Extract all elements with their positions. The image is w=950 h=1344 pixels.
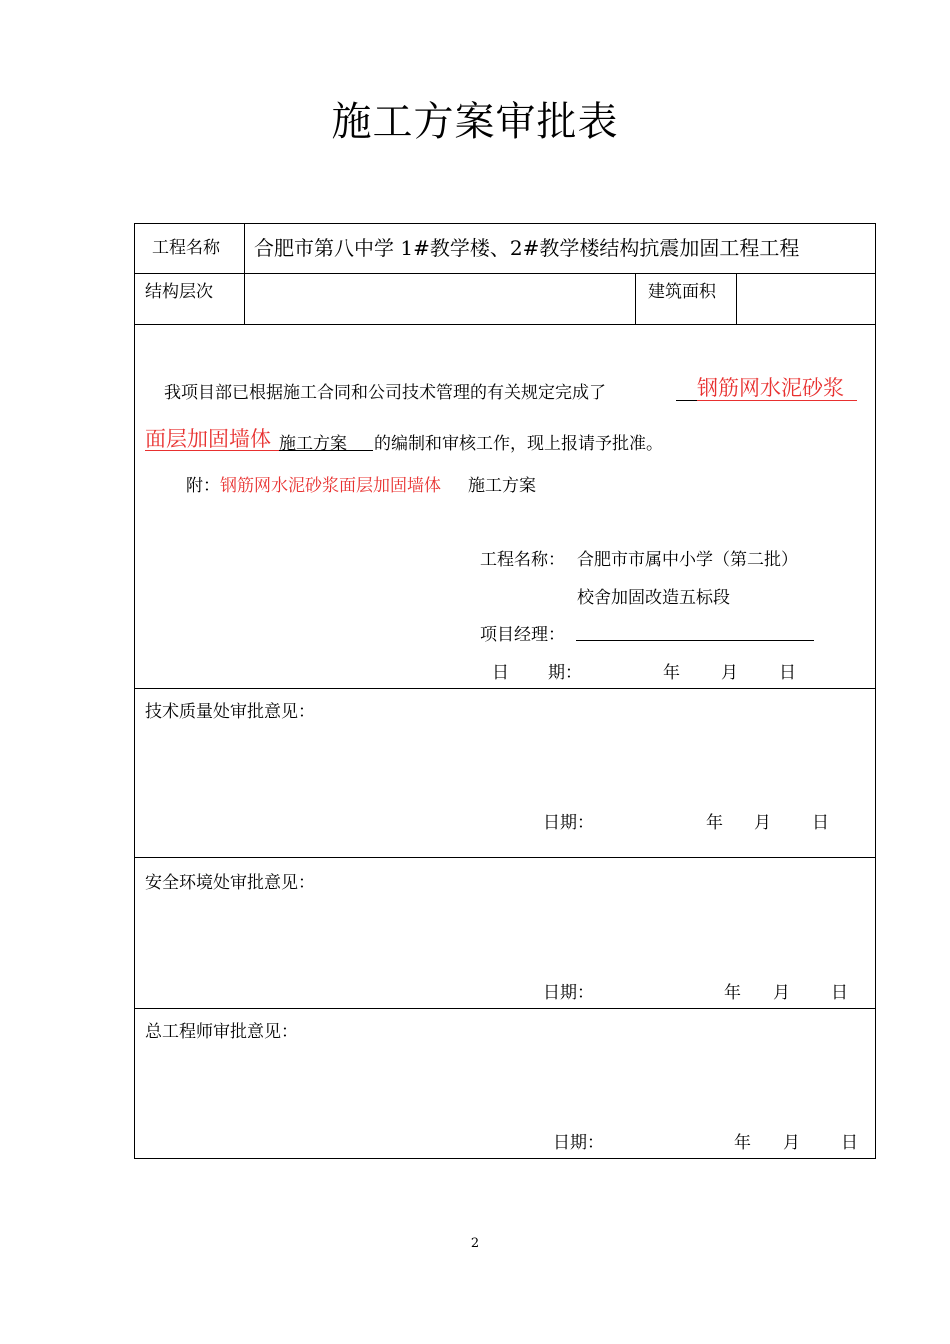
- column-divider: [736, 273, 737, 324]
- building-area-label: 建筑面积: [648, 282, 716, 302]
- page-number: 2: [470, 1236, 480, 1251]
- row-divider: [134, 324, 876, 325]
- building-area-field[interactable]: [738, 275, 874, 323]
- safety-env-month: 月: [773, 983, 790, 1003]
- page-title: 施工方案审批表: [331, 99, 619, 145]
- date-month-label: 月: [721, 663, 738, 683]
- tech-quality-approval-label: 技术质量处审批意见：: [145, 702, 315, 722]
- project-manager-signature-line[interactable]: [576, 640, 814, 641]
- tech-quality-month: 月: [754, 813, 771, 833]
- chief-engineer-approval-label: 总工程师审批意见：: [145, 1022, 298, 1042]
- outro-text: 的编制和审核工作，现上报请予批准。: [374, 434, 663, 454]
- row-divider: [134, 688, 876, 689]
- sign-project-line2: 校舍加固改造五标段: [577, 588, 730, 608]
- plan-name-underline: [697, 400, 857, 401]
- chief-engineer-year: 年: [734, 1133, 751, 1153]
- row-divider: [134, 857, 876, 858]
- project-name-label: 工程名称: [152, 238, 220, 258]
- attachment-prefix: 附：: [186, 476, 220, 496]
- tech-quality-day: 日: [812, 813, 829, 833]
- date-year-label: 年: [663, 663, 680, 683]
- column-divider: [244, 223, 245, 324]
- attachment-plan-suffix: 施工方案: [468, 476, 536, 496]
- plan-suffix-underline: [279, 450, 373, 451]
- plan-name-part2: 面层加固墙体: [145, 427, 271, 451]
- date-label-char: 期：: [548, 663, 582, 683]
- blank-underline: [676, 400, 698, 401]
- attachment-plan-name: 钢筋网水泥砂浆面层加固墙体: [220, 476, 441, 496]
- column-divider: [635, 273, 636, 324]
- chief-engineer-day: 日: [841, 1133, 858, 1153]
- structure-level-field[interactable]: [246, 275, 634, 323]
- date-day-label: 日: [779, 663, 796, 683]
- chief-engineer-date-label: 日期：: [553, 1133, 604, 1153]
- intro-text: 我项目部已根据施工合同和公司技术管理的有关规定完成了: [164, 383, 606, 403]
- chief-engineer-month: 月: [783, 1133, 800, 1153]
- row-divider: [134, 1008, 876, 1009]
- plan-name-underline: [145, 450, 279, 451]
- project-manager-label: 项目经理：: [480, 625, 565, 645]
- plan-suffix: 施工方案: [279, 434, 347, 454]
- date-label-char: 日: [492, 663, 509, 683]
- safety-env-year: 年: [724, 983, 741, 1003]
- safety-env-date-label: 日期：: [543, 983, 594, 1003]
- tech-quality-year: 年: [706, 813, 723, 833]
- project-name-value: 合肥市第八中学 1#教学楼、2#教学楼结构抗震加固工程工程: [254, 236, 800, 260]
- row-divider: [134, 273, 876, 274]
- safety-env-approval-label: 安全环境处审批意见：: [145, 873, 315, 893]
- safety-env-day: 日: [831, 983, 848, 1003]
- tech-quality-date-label: 日期：: [543, 813, 594, 833]
- sign-project-label: 工程名称：: [480, 550, 565, 570]
- structure-level-label: 结构层次: [145, 282, 213, 302]
- plan-name-part1: 钢筋网水泥砂浆: [697, 376, 844, 400]
- sign-project-line1: 合肥市市属中小学（第二批）: [577, 550, 798, 570]
